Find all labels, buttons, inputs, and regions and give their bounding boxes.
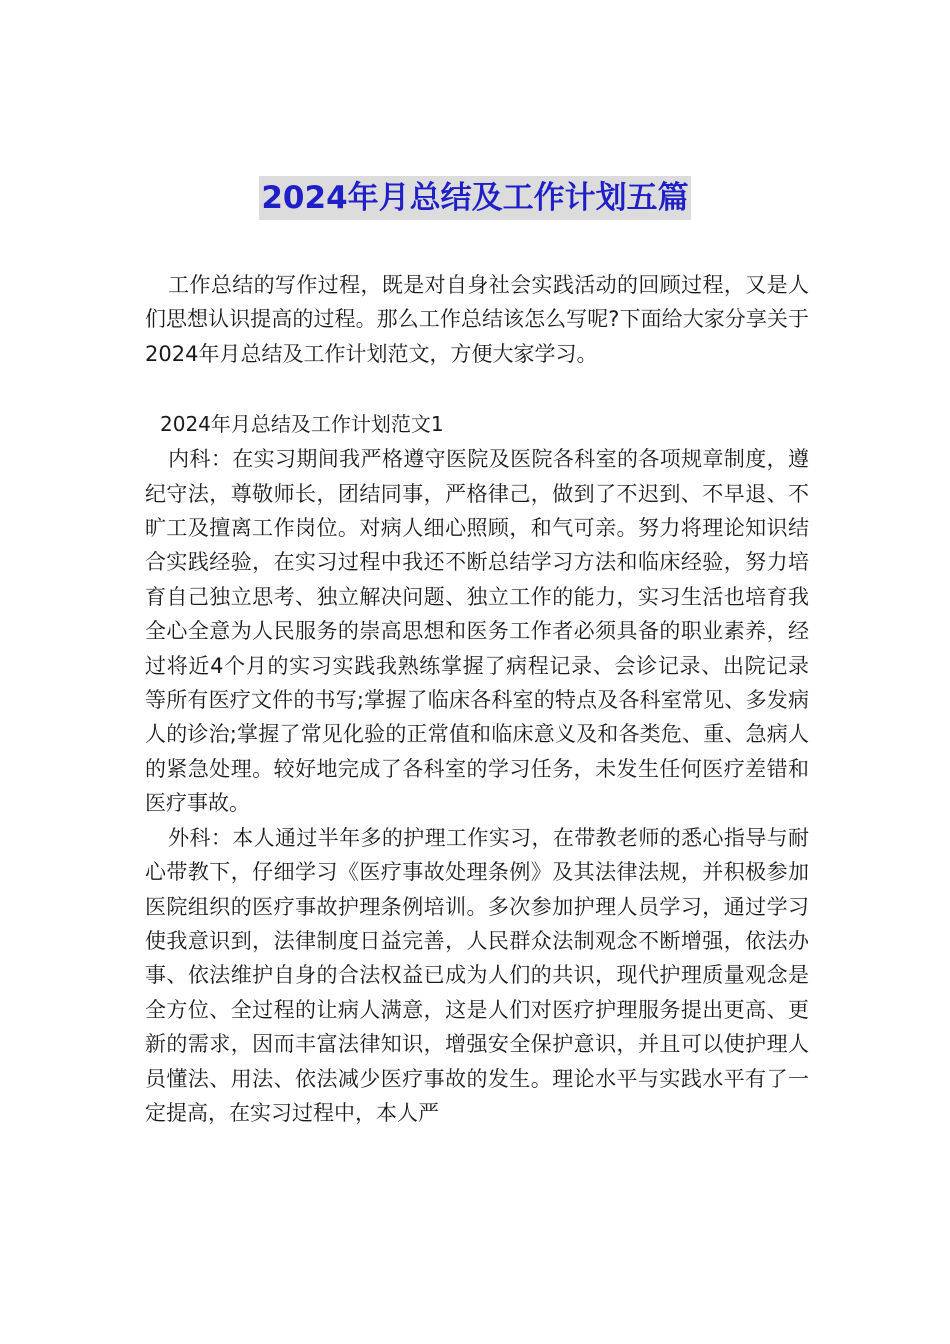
paragraph-internal-medicine: 内科：在实习期间我严格遵守医院及医院各科室的各项规章制度，遵纪守法，尊敬师长，团结同事，严格律己，做到了不迟到、不早退、不旷工及擅离工作岗位。对病人细心照顾，和气可亲。努力将理论知识结合实践经验，在实习过程中我还不断总结学习方法和临床经验，努力培育自己独立思考、独立解决问题、独立工作的能力，实习生活也培育我全心全意为人民服务的崇高思想和医务工作者必须具备的职业素养，经过将近4个月的实习实践我熟练掌握了病程记录、会诊记录、出院记录等所有医疗文件的书写;掌握了临床各科室的特点及各科室常见、多发病人的诊治;掌握了常见化验的正常值和临床意义及和各类危、重、急病人的紧急处理。较好地完成了各科室的学习任务，未发生任何医疗差错和医疗事故。 — [145, 447, 809, 816]
document-title: 2024年月总结及工作计划五篇 — [259, 176, 690, 220]
title-wrap — [0, 176, 950, 220]
intro-paragraph: 工作总结的写作过程，既是对自身社会实践活动的回顾过程，又是人们思想认识提高的过程。那么工作总结该怎么写呢?下面给大家分享关于2024年月总结及工作计划范文，方便大家学习。 — [145, 273, 809, 366]
paragraph-surgery: 外科：本人通过半年多的护理工作实习，在带教老师的悉心指导与耐心带教下，仔细学习《医疗事故处理条例》及其法律法规，并积极参加医院组织的医疗事故护理条例培训。多次参加护理人员学习，通过学习使我意识到，法律制度日益完善，人民群众法制观念不断增强，依法办事、依法维护自身的合法权益已成为人们的共识，现代护理质量观念是全方位、全过程的让病人满意，这是人们对医疗护理服务提出更高、更新的需求，因而丰富法律知识，增强安全保护意识，并且可以使护理人员懂法、用法、依法减少医疗事故的发生。理论水平与实践水平有了一定提高，在实习过程中，本人严 — [145, 825, 809, 1125]
document-body — [145, 268, 809, 1130]
section-heading: 2024年月总结及工作计划范文1 — [160, 412, 444, 437]
